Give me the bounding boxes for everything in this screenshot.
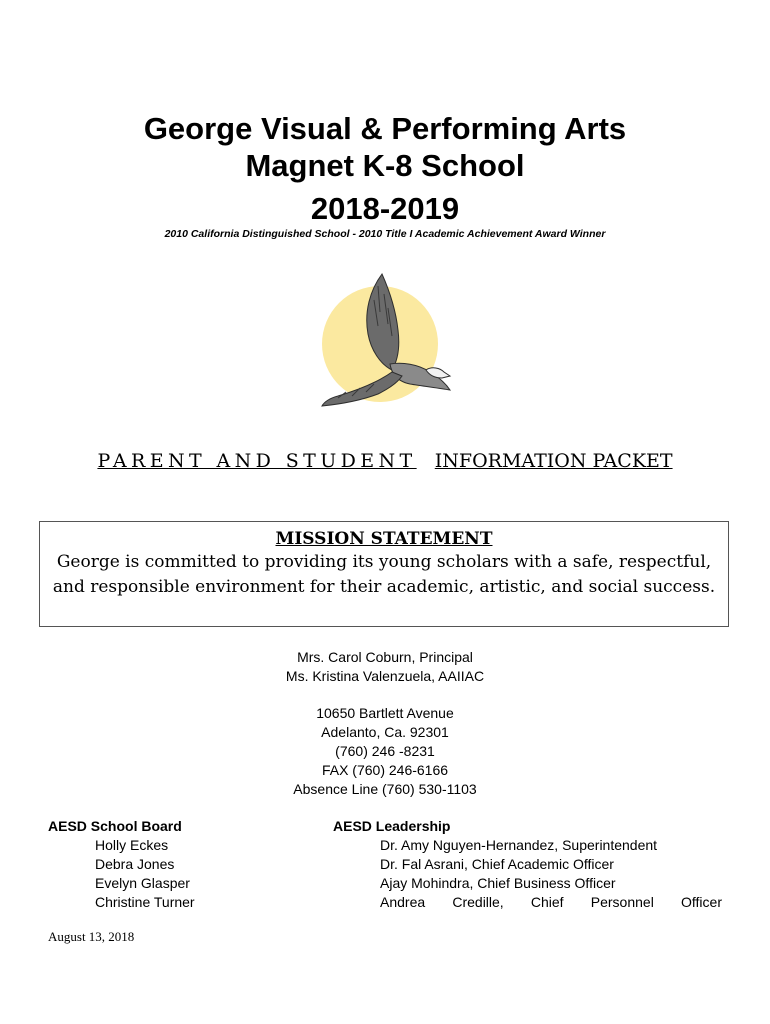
board-member: Debra Jones (95, 856, 175, 872)
leadership-word: Andrea (380, 894, 426, 910)
city-address: Adelanto, Ca. 92301 (321, 724, 449, 740)
school-name-line1: George Visual & Performing Arts (143, 111, 627, 146)
mission-body: George is committed to providing its young scholars with a safe, respectful, and responsible environment for their academic, artistic, and social success. (52, 552, 716, 597)
staff-block (0, 648, 770, 686)
board-member: Christine Turner (95, 894, 195, 910)
aaiiac: Ms. Kristina Valenzuela, AAIIAC (285, 668, 485, 684)
mission-statement-box (39, 521, 729, 627)
leadership-member-justified (333, 893, 722, 912)
address-block (0, 704, 770, 799)
board-member: Evelyn Glasper (95, 875, 190, 891)
awards-line: 2010 California Distinguished School - 2010 Title I Academic Achievement Award Winner (164, 228, 606, 240)
leadership-list (333, 817, 722, 912)
leadership-heading: AESD Leadership (333, 818, 451, 834)
school-board-heading: AESD School Board (48, 818, 182, 834)
school-year: 2018-2019 (310, 191, 460, 226)
packet-title (0, 450, 770, 472)
leadership-word: Personnel (590, 894, 654, 910)
phone-number: (760) 246 -8231 (335, 743, 435, 759)
leadership-member: Dr. Amy Nguyen-Hernandez, Superintendent (380, 837, 658, 853)
school-name-line2: Magnet K-8 School (245, 148, 525, 183)
leadership-member: Ajay Mohindra, Chief Business Officer (380, 875, 616, 891)
eagle-sun-icon (318, 272, 458, 412)
board-member: Holly Eckes (95, 837, 169, 853)
school-board-list (48, 817, 195, 912)
document-date: August 13, 2018 (48, 929, 135, 944)
packet-title-part2: INFORMATION PACKET (434, 450, 673, 472)
fax-number: FAX (760) 246-6166 (321, 762, 449, 778)
leadership-word: Credille, (452, 894, 504, 910)
absence-line: Absence Line (760) 530-1103 (293, 781, 477, 797)
leadership-word: Officer (681, 894, 722, 910)
packet-title-part1: PARENT AND STUDENT (97, 450, 417, 472)
leadership-member: Dr. Fal Asrani, Chief Academic Officer (380, 856, 614, 872)
principal: Mrs. Carol Coburn, Principal (297, 649, 473, 665)
street-address: 10650 Bartlett Avenue (316, 705, 454, 721)
leadership-word: Chief (530, 894, 564, 910)
mission-heading: MISSION STATEMENT (275, 529, 493, 549)
